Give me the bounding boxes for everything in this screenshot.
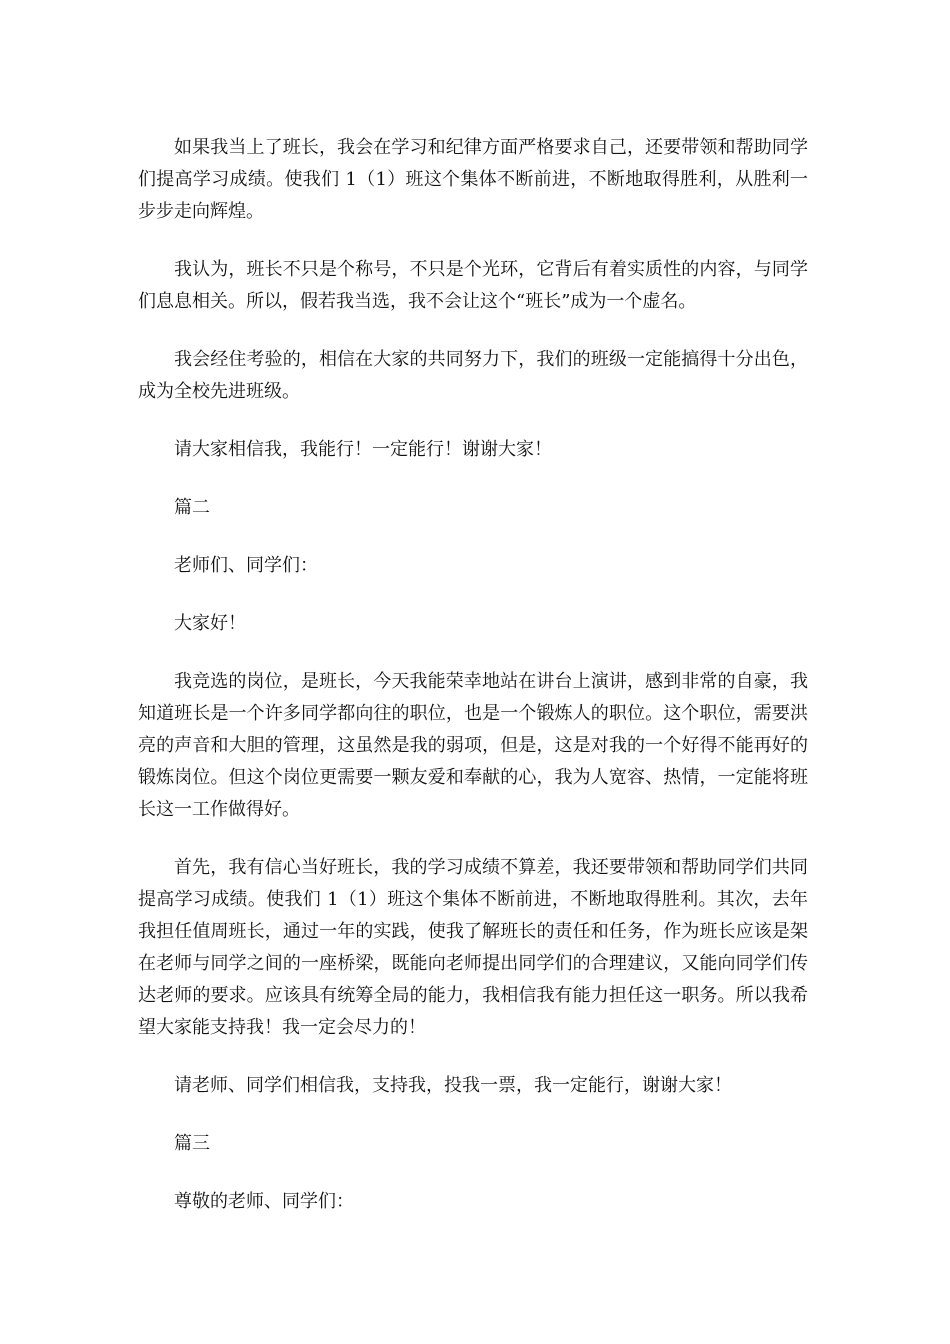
document-body	[138, 132, 808, 1244]
paragraph-7: 请老师、同学们相信我，支持我，投我一票，我一定能行，谢谢大家！	[174, 1075, 732, 1096]
paragraph-1: 如果我当上了班长，我会在学习和纪律方面严格要求自己，还要带领和帮助同学们提高学习成绩。使我们 1（1）班这个集体不断前进，不断地取得胜利，从胜利一步步走向辉煌。	[138, 137, 808, 222]
paragraph-2: 我认为，班长不只是个称号，不只是个光环，它背后有着实质性的内容，与同学们息息相关。所以，假若我当选，我不会让这个“班长”成为一个虚名。	[138, 259, 808, 312]
section-heading-3: 篇三	[174, 1133, 210, 1154]
paragraph-5: 我竞选的岗位，是班长，今天我能荣幸地站在讲台上演讲，感到非常的自豪，我知道班长是一个许多同学都向往的职位，也是一个锻炼人的职位。这个职位，需要洪亮的声音和大胆的管理，这虽然是我的弱项，但是，这是对我的一个好得不能再好的锻炼岗位。但这个岗位更需要一颗友爱和奉献的心，我为人宽容、热情，一定能将班长这一工作做得好。	[138, 671, 808, 820]
greeting: 大家好！	[174, 613, 246, 634]
paragraph-3: 我会经住考验的，相信在大家的共同努力下，我们的班级一定能搞得十分出色，成为全校先进班级。	[138, 349, 808, 402]
salutation-respected: 尊敬的老师、同学们：	[174, 1191, 354, 1212]
section-heading-2: 篇二	[174, 497, 210, 518]
paragraph-4: 请大家相信我，我能行！一定能行！谢谢大家！	[174, 439, 552, 460]
salutation-teachers: 老师们、同学们：	[174, 555, 318, 576]
paragraph-6: 首先，我有信心当好班长，我的学习成绩不算差，我还要带领和帮助同学们共同提高学习成绩。使我们 1（1）班这个集体不断前进，不断地取得胜利。其次，去年我担任值周班长，通过一年的实践，使我了解班长的责任和任务，作为班长应该是架在老师与同学之间的一座桥梁，既能向老师提出同学们的合理建议，又能向同学们传达老师的要求。应该具有统筹全局的能力，我相信我有能力担任这一职务。所以我希望大家能支持我！我一定会尽力的！	[138, 857, 808, 1038]
